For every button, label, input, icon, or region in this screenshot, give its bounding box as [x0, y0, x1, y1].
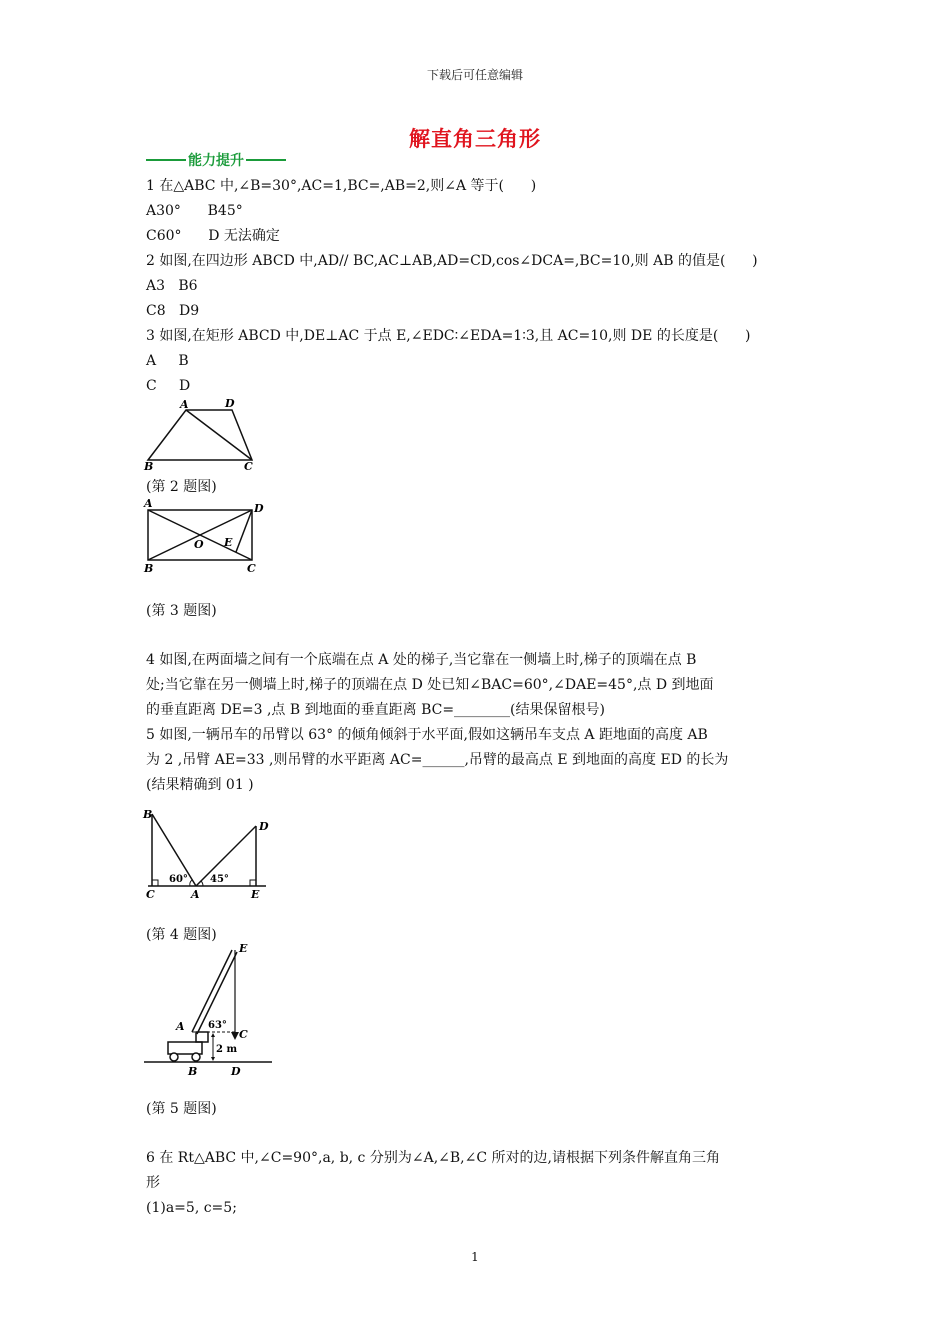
section-label: 能力提升 [188, 153, 244, 169]
question-4-line-2: 处;当它靠在另一侧墙上时,梯子的顶端在点 D 处已知∠BAC=60°,∠DAE=45°,点 D 到地面 [146, 677, 714, 693]
question-1: 1 在△ABC 中,∠B=30°,AC=1,BC=,AB=2,则∠A 等于( ) [146, 178, 537, 194]
fig4-arc-60 [190, 880, 192, 886]
figure-4-caption: (第 4 题图) [146, 927, 217, 943]
fig5-label-d: D [231, 1065, 241, 1078]
question-4-line-1: 4 如图,在两面墙之间有一个底端在点 A 处的梯子,当它靠在一侧墙上时,梯子的顶端在点 B [146, 652, 697, 668]
figure-3-caption: (第 3 题图) [146, 603, 217, 619]
section-heading [146, 150, 286, 170]
question-2-options-ab: A3 B6 [146, 278, 198, 294]
fig2-label-a: A [180, 398, 189, 411]
fig2-label-b: B [144, 460, 154, 472]
question-6-line-3: (1)a=5, c=5; [146, 1200, 237, 1216]
fig3-label-d: D [254, 502, 264, 515]
fig5-label-a: A [176, 1020, 185, 1033]
question-6-line-2: 形 [146, 1175, 160, 1191]
figure-3-diagram [140, 496, 270, 578]
question-3: 3 如图,在矩形 ABCD 中,DE⊥AC 于点 E,∠EDC∶∠EDA=1∶3,且 AC=10,则 DE 的长度是( ) [146, 328, 751, 344]
question-6-line-1: 6 在 Rt△ABC 中,∠C=90°,a, b, c 分别为∠A,∠B,∠C 所对的边,请根据下列条件解直角三角 [146, 1150, 720, 1166]
question-2: 2 如图,在四边形 ABCD 中,AD// BC,AC⊥AB,AD=CD,cos∠DCA=,BC=10,则 AB 的值是( ) [146, 253, 758, 269]
question-4-line-3: 的垂直距离 DE=3 ,点 B 到地面的垂直距离 BC=________(结果保留根号) [146, 702, 605, 718]
question-5-line-3: (结果精确到 01 ) [146, 777, 254, 793]
fig4-label-b: B [143, 808, 153, 821]
fig3-label-o: O [194, 538, 204, 551]
fig5-label-c: C [239, 1028, 248, 1041]
figure-5-caption: (第 5 题图) [146, 1101, 217, 1117]
fig4-label-c: C [146, 888, 155, 901]
page-title: 解直角三角形 [409, 126, 541, 151]
fig3-label-e: E [224, 536, 233, 549]
fig2-label-c: C [244, 460, 253, 472]
fig3-label-b: B [144, 562, 154, 575]
fig5-wheel-left [170, 1053, 178, 1061]
figure-2-diagram [140, 396, 270, 472]
fig4-right-angle-c [152, 880, 158, 886]
fig4-right-angle-e [250, 880, 256, 886]
fig4-label-60: 60° [169, 874, 188, 885]
fig4-label-e: E [251, 888, 260, 901]
fig5-height-arrow-down [211, 1057, 215, 1061]
page-number: 1 [471, 1250, 479, 1264]
header-note: 下载后可任意编辑 [426, 68, 523, 82]
question-2-options-cd: C8 D9 [146, 303, 200, 319]
question-3-options-cd: C D [146, 378, 191, 394]
fig4-label-45: 45° [210, 874, 229, 885]
question-5-line-1: 5 如图,一辆吊车的吊臂以 63° 的倾角倾斜于水平面,假如这辆吊车支点 A 距地面的高度 AB [146, 727, 708, 743]
question-1-options-ab: A30° B45° [146, 203, 243, 219]
figure-5-diagram [140, 940, 280, 1080]
fig5-height-arrow-up [211, 1033, 215, 1037]
question-3-options-ab: A B [146, 353, 189, 369]
question-5-line-2: 为 2 ,吊臂 AE=33 ,则吊臂的水平距离 AC=______,吊臂的最高点 E 到地面的高度 ED 的长为 [146, 752, 729, 768]
section-rule-left [146, 159, 186, 161]
fig5-cable-arrow [231, 1032, 239, 1040]
section-rule-right [246, 159, 286, 161]
fig2-quadrilateral [148, 410, 252, 460]
fig5-label-63: 63° [208, 1020, 227, 1031]
fig4-label-a: A [191, 888, 200, 901]
fig2-label-d: D [225, 397, 235, 410]
fig3-label-c: C [247, 562, 256, 575]
fig5-truck-body [168, 1042, 202, 1054]
fig3-label-a: A [144, 497, 153, 510]
fig5-label-b: B [188, 1065, 198, 1078]
fig5-wheel-right [192, 1053, 200, 1061]
fig4-label-d: D [259, 820, 269, 833]
figure-4-diagram [140, 800, 274, 904]
figure-2-caption: (第 2 题图) [146, 479, 217, 495]
fig5-label-e: E [239, 942, 248, 955]
question-1-options-cd: C60° D 无法确定 [146, 228, 280, 244]
fig5-label-height: 2 m [216, 1044, 238, 1055]
